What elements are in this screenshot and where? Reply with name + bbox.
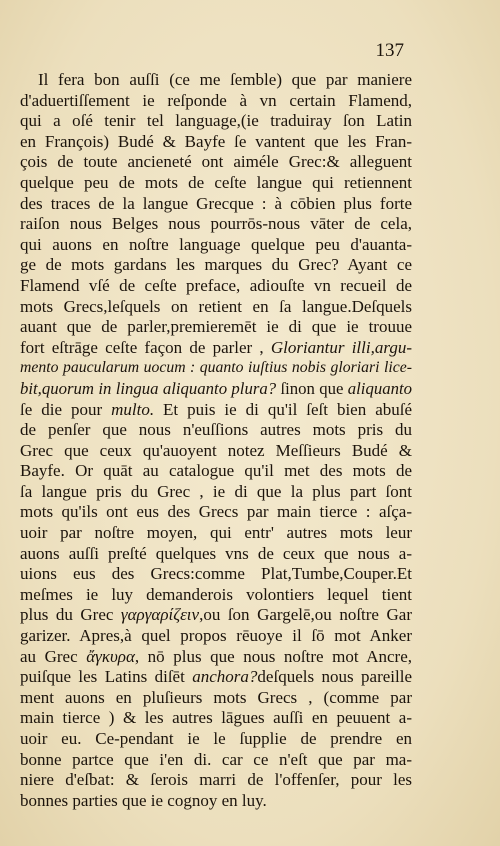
text-run: quelque peu de mots de ceſte langue qui retiennent [20,172,412,192]
text-run: ſe die pour [20,399,112,419]
text-line [20,688,412,709]
italic-text: bit,quorum in lingua aliquanto plura? [20,378,277,398]
text-run: ment auons en pluſieurs mots Grecs , (comme par [20,687,412,707]
text-run: ſa langue pris du Grec , ie di que la plus part ſont [20,481,412,501]
text-line [20,91,412,112]
italic-text: anchora? [192,667,258,687]
italic-text: ἄγκυρα [86,646,135,666]
text-line [20,276,412,297]
text-run: meſmes ie luy demanderois volontiers lequel tient [20,584,412,604]
text-run: Bayfe. Or quāt au catalogue qu'il met des mots de [20,461,412,481]
text-line [20,379,412,400]
text-line [20,564,412,585]
text-run: plus du Grec [20,605,121,625]
text-line [20,317,412,338]
text-line [20,358,412,379]
text-run: puiſque les Latins diſēt [20,667,193,687]
text-run: niere d'eſbat: & ſerois marri de l'offenſer, pour les [20,770,412,790]
text-run: uoir par noſtre moyen, qui entr' autres mots leur [20,523,412,543]
text-run: d'aduertiſſement ie reſponde à vn certain Flamend, [20,90,412,110]
text-run: deſquels nous pareille [257,667,412,687]
text-line [20,173,412,194]
text-run: de penſer que nous n'euſſions autres mots pris du [20,420,412,440]
text-line [20,338,412,359]
text-run: qui a oſé tenir tel language,(ie traduiray ſon Latin [20,111,412,131]
text-run: uoir eu. Ce-pendant ie le ſupplie de prendre en [20,729,412,748]
text-line [20,194,412,215]
body-text [20,70,412,811]
text-line [20,523,412,544]
text-line [20,297,412,318]
italic-text: multo. [111,399,155,419]
text-run: garizer. Apres,à quel propos rēuoye il ſō mot Anker [20,626,412,646]
text-run: auant que de parler,premieremēt ie di que ie trouue [20,317,412,337]
text-line [20,770,412,791]
text-line [20,667,412,688]
text-line [20,502,412,523]
text-line [20,585,412,606]
text-line [20,70,412,91]
text-run: mots Grecs,leſquels on retient en ſa langue.Deſquels [20,296,412,316]
text-run: Flamend vſé de ceſte preface, adiouſte vn recueil de [20,275,412,295]
italic-text: Gloriantur illi,argu- [270,337,412,357]
text-line [20,214,412,235]
italic-text: γαργαρίζειν [120,605,200,625]
text-line [20,482,412,503]
text-line [20,626,412,647]
text-line [20,729,412,750]
text-line [20,420,412,441]
text-run: bonnes parties que ie cognoy en luy. [20,790,267,810]
text-line [20,461,412,482]
text-line [20,400,412,421]
page-number: 137 [375,40,404,61]
text-line [20,235,412,256]
text-run: fort eſtrāge ceſte façon de parler , [20,337,271,357]
text-run: bonne partce que i'en di. car ce n'eſt que par ma- [20,749,412,769]
text-run: au Grec [20,646,87,666]
text-run: Grec que ceux qu'auoyent notez Meſſieurs Budé & [20,440,412,460]
text-line [20,441,412,462]
text-line [20,111,412,132]
text-run: ,ou ſon Gargelē,ou noſtre Gar [199,605,412,625]
text-line [20,152,412,173]
text-run: des traces de la langue Grecque : à cōbien plus forte [20,193,412,213]
text-line [20,255,412,276]
italic-text: aliquanto [347,378,412,398]
text-run: raiſon nous Belges nous pourrōs-nous vāter de cela, [20,214,412,234]
text-run: Il fera bon auſſi (ce me ſemble) que par maniere [38,70,412,89]
text-run: çois de toute ancieneté ont aiméle Grec:& alleguent [20,152,412,172]
text-run: auons auſſi preſté quelques vns de ceux que nous a- [20,543,412,563]
text-run: uions eus des Grecs:comme Plat,Tumbe,Couper.Et [20,564,412,584]
text-line [20,708,412,729]
text-run: ge de mots gardans les marques du Grec? Ayant ce [20,255,412,275]
text-run: ſinon que [276,378,348,398]
italic-text: mento paucularum uocum : quanto iuſtius nobis gloriari lice- [20,359,412,377]
text-line [20,791,412,812]
text-run: mots qu'ils ont eus des Grecs par main tierce : aſça- [20,502,412,522]
text-line [20,605,412,626]
text-run: , nō plus que nous noſtre mot Ancre, [134,646,412,666]
text-line [20,544,412,565]
text-run: Et puis ie di qu'il ſeſt bien abuſé [154,399,412,419]
text-run: qui auons en noſtre language quelque peu d'auanta- [20,234,412,254]
text-run: en François) Budé & Bayfe ſe vantent que les Fran- [20,131,412,151]
text-line [20,750,412,771]
text-line [20,132,412,153]
text-run: main tierce ) & les autres lāgues auſſi en peuuent a- [20,708,412,728]
text-line [20,647,412,668]
